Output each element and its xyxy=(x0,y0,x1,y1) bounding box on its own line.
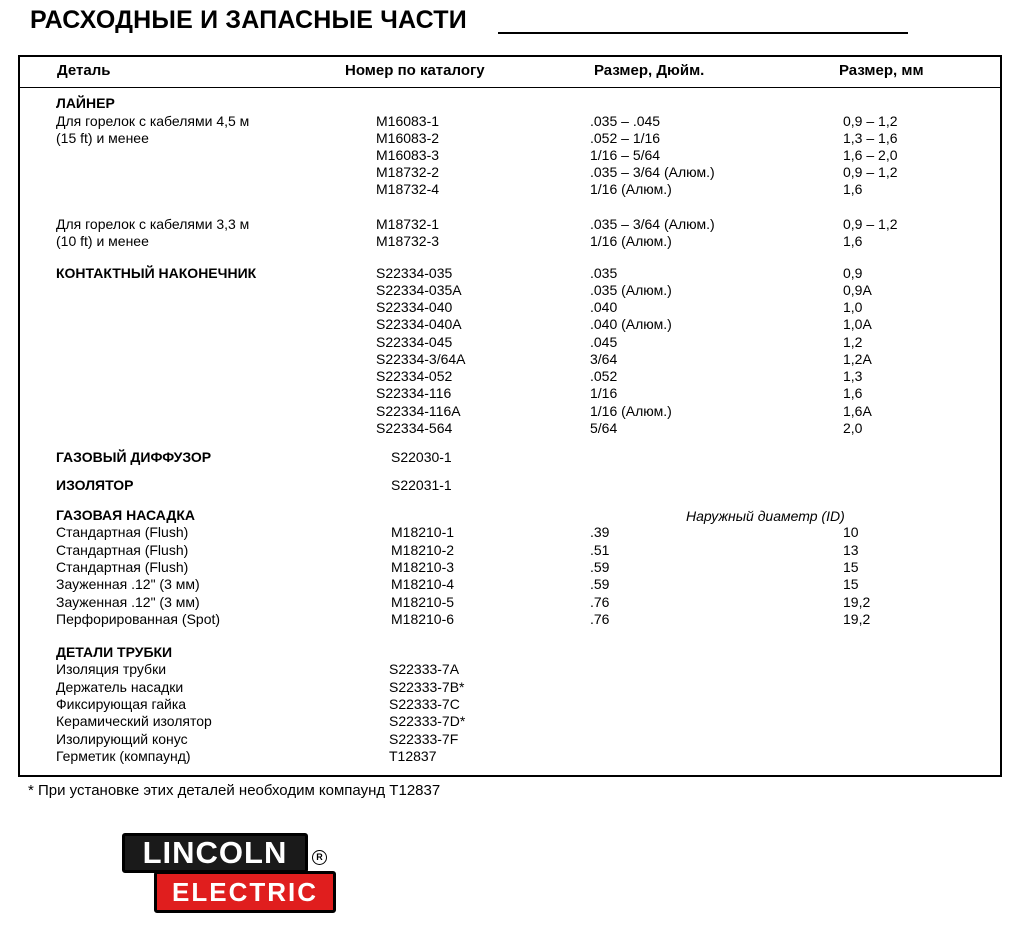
catalog-number: S22333-7C xyxy=(389,696,460,712)
part-name: Стандартная (Flush) xyxy=(56,542,189,558)
size-inch: .59 xyxy=(590,576,610,592)
part-name: Для горелок с кабелями 4,5 м xyxy=(56,113,250,129)
size-inch: .76 xyxy=(590,611,610,627)
size-inch: 1/16 (Алюм.) xyxy=(590,403,672,419)
size-inch: 3/64 xyxy=(590,351,618,367)
table-row xyxy=(0,679,1024,696)
lincoln-electric-logo xyxy=(122,833,336,913)
size-mm: 0,9 – 1,2 xyxy=(843,113,898,129)
table-row xyxy=(0,611,1024,628)
table-row xyxy=(0,299,1024,316)
catalog-number: M18210-3 xyxy=(391,559,455,575)
catalog-number: S22334-035 xyxy=(376,265,453,281)
part-name: Стандартная (Flush) xyxy=(56,559,189,575)
catalog-number: S22333-7A xyxy=(389,661,460,677)
catalog-number: M18732-3 xyxy=(376,233,440,249)
catalog-number: T12837 xyxy=(389,748,437,764)
table-row xyxy=(0,216,1024,233)
size-mm: 1,6 xyxy=(843,385,863,401)
size-mm: 1,6A xyxy=(843,403,872,419)
table-row xyxy=(0,449,1024,466)
part-name: Фиксирующая гайка xyxy=(56,696,187,712)
registered-mark-icon: R xyxy=(312,850,327,865)
size-mm: 1,0A xyxy=(843,316,872,332)
table-row xyxy=(0,576,1024,593)
catalog-number: M18732-1 xyxy=(376,216,440,232)
page-title: РАСХОДНЫЕ И ЗАПАСНЫЕ ЧАСТИ xyxy=(30,6,467,34)
part-name: Зауженная .12" (3 мм) xyxy=(56,594,200,610)
catalog-number: S22334-052 xyxy=(376,368,453,384)
catalog-number: S22334-116A xyxy=(376,403,461,419)
size-mm: 13 xyxy=(843,542,859,558)
size-inch: 1/16 (Алюм.) xyxy=(590,181,672,197)
catalog-number: M16083-1 xyxy=(376,113,440,129)
catalog-number: M18210-6 xyxy=(391,611,455,627)
footnote: * При установке этих деталей необходим компаунд T12837 xyxy=(28,782,441,799)
size-inch: .035 (Алюм.) xyxy=(590,282,672,298)
catalog-number: M18732-4 xyxy=(376,181,440,197)
catalog-number: S22334-040A xyxy=(376,316,462,332)
size-mm: 2,0 xyxy=(843,420,863,436)
table-row xyxy=(0,661,1024,678)
table-row xyxy=(0,164,1024,181)
part-name: Изоляция трубки xyxy=(56,661,167,677)
column-header-catalog: Номер по каталогу xyxy=(345,62,485,79)
table-row xyxy=(0,265,1024,282)
table-row xyxy=(0,420,1024,437)
table-row xyxy=(0,113,1024,130)
size-mm: 1,3 – 1,6 xyxy=(843,130,898,146)
table-row xyxy=(0,507,1024,524)
part-name: Изолирующий конус xyxy=(56,731,188,747)
catalog-number: M18210-2 xyxy=(391,542,455,558)
size-inch: 1/16 xyxy=(590,385,618,401)
part-name: Для горелок с кабелями 3,3 м xyxy=(56,216,250,232)
table-row xyxy=(0,731,1024,748)
catalog-number: S22334-040 xyxy=(376,299,453,315)
column-header-size-mm: Размер, мм xyxy=(839,62,924,79)
part-name: Держатель насадки xyxy=(56,679,184,695)
catalog-number: S22030-1 xyxy=(391,449,452,465)
logo-lincoln-text: LINCOLN xyxy=(122,833,308,873)
size-inch: 1/16 (Алюм.) xyxy=(590,233,672,249)
table-row xyxy=(0,316,1024,333)
size-inch: .035 xyxy=(590,265,618,281)
size-mm: 0,9A xyxy=(843,282,872,298)
table-row xyxy=(0,524,1024,541)
size-inch: .59 xyxy=(590,559,610,575)
size-inch: .045 xyxy=(590,334,618,350)
size-mm: 1,3 xyxy=(843,368,863,384)
catalog-number: S22031-1 xyxy=(391,477,452,493)
size-mm: 1,2 xyxy=(843,334,863,350)
table-row xyxy=(0,477,1024,494)
nozzle-id-header: Наружный диаметр (ID) xyxy=(686,508,845,524)
size-mm: 1,6 xyxy=(843,181,863,197)
size-mm: 1,6 xyxy=(843,233,863,249)
size-inch: .052 xyxy=(590,368,618,384)
size-mm: 19,2 xyxy=(843,594,871,610)
catalog-number: S22333-7D* xyxy=(389,713,466,729)
column-header-size-inch: Размер, Дюйм. xyxy=(594,62,705,79)
size-mm: 1,0 xyxy=(843,299,863,315)
part-name: Керамический изолятор xyxy=(56,713,212,729)
size-mm: 0,9 – 1,2 xyxy=(843,216,898,232)
table-row xyxy=(0,334,1024,351)
size-inch: .040 (Алюм.) xyxy=(590,316,672,332)
catalog-number: S22334-116 xyxy=(376,385,452,401)
table-row xyxy=(0,147,1024,164)
part-name: Зауженная .12" (3 мм) xyxy=(56,576,200,592)
size-mm: 0,9 – 1,2 xyxy=(843,164,898,180)
size-inch: 5/64 xyxy=(590,420,618,436)
section-heading-gas-nozzle: ГАЗОВАЯ НАСАДКА xyxy=(56,507,196,523)
table-row xyxy=(0,130,1024,147)
catalog-number: M16083-2 xyxy=(376,130,440,146)
table-row xyxy=(0,368,1024,385)
section-heading-gas-diffuser: ГАЗОВЫЙ ДИФФУЗОР xyxy=(56,449,212,465)
size-mm: 15 xyxy=(843,559,859,575)
table-row xyxy=(0,594,1024,611)
catalog-number: M18210-5 xyxy=(391,594,455,610)
size-inch: .040 xyxy=(590,299,618,315)
table-row xyxy=(0,559,1024,576)
size-inch: .39 xyxy=(590,524,610,540)
size-inch: .035 – 3/64 (Алюм.) xyxy=(590,216,715,232)
catalog-number: S22334-564 xyxy=(376,420,453,436)
table-row xyxy=(0,542,1024,559)
table-row xyxy=(0,403,1024,420)
table-row xyxy=(0,233,1024,250)
table-row xyxy=(0,282,1024,299)
part-name: Перфорированная (Spot) xyxy=(56,611,221,627)
table-row xyxy=(0,713,1024,730)
part-name: Стандартная (Flush) xyxy=(56,524,189,540)
size-mm: 19,2 xyxy=(843,611,871,627)
catalog-number: S22334-035A xyxy=(376,282,462,298)
catalog-number: S22333-7B* xyxy=(389,679,465,695)
column-header-part: Деталь xyxy=(57,62,111,79)
size-mm: 0,9 xyxy=(843,265,863,281)
size-inch: .035 – .045 xyxy=(590,113,661,129)
size-mm: 15 xyxy=(843,576,859,592)
size-inch: .51 xyxy=(590,542,610,558)
part-name: (15 ft) и менее xyxy=(56,130,149,146)
catalog-number: S22334-045 xyxy=(376,334,453,350)
section-heading-insulator: ИЗОЛЯТОР xyxy=(56,477,134,493)
catalog-number: M16083-3 xyxy=(376,147,440,163)
catalog-number: M18210-4 xyxy=(391,576,455,592)
size-inch: .76 xyxy=(590,594,610,610)
section-heading-contact-tip: КОНТАКТНЫЙ НАКОНЕЧНИК xyxy=(56,265,257,281)
catalog-number: M18210-1 xyxy=(391,524,455,540)
title-underline xyxy=(498,32,908,34)
catalog-number: S22334-3/64A xyxy=(376,351,466,367)
part-name: Герметик (компаунд) xyxy=(56,748,191,764)
catalog-number: M18732-2 xyxy=(376,164,440,180)
table-row xyxy=(0,181,1024,198)
size-mm: 10 xyxy=(843,524,859,540)
logo-electric-text: ELECTRIC xyxy=(154,871,336,913)
size-mm: 1,2A xyxy=(843,351,872,367)
section-heading-tube-parts: ДЕТАЛИ ТРУБКИ xyxy=(56,644,173,660)
table-row xyxy=(0,696,1024,713)
part-name: (10 ft) и менее xyxy=(56,233,149,249)
size-mm: 1,6 – 2,0 xyxy=(843,147,898,163)
size-inch: .035 – 3/64 (Алюм.) xyxy=(590,164,715,180)
section-heading-liner: ЛАЙНЕР xyxy=(56,95,115,111)
catalog-number: S22333-7F xyxy=(389,731,459,747)
table-row xyxy=(0,95,1024,112)
table-row xyxy=(0,748,1024,765)
table-row xyxy=(0,351,1024,368)
size-inch: 1/16 – 5/64 xyxy=(590,147,661,163)
size-inch: .052 – 1/16 xyxy=(590,130,661,146)
table-row xyxy=(0,385,1024,402)
table-row xyxy=(0,644,1024,661)
header-divider xyxy=(20,87,1002,88)
